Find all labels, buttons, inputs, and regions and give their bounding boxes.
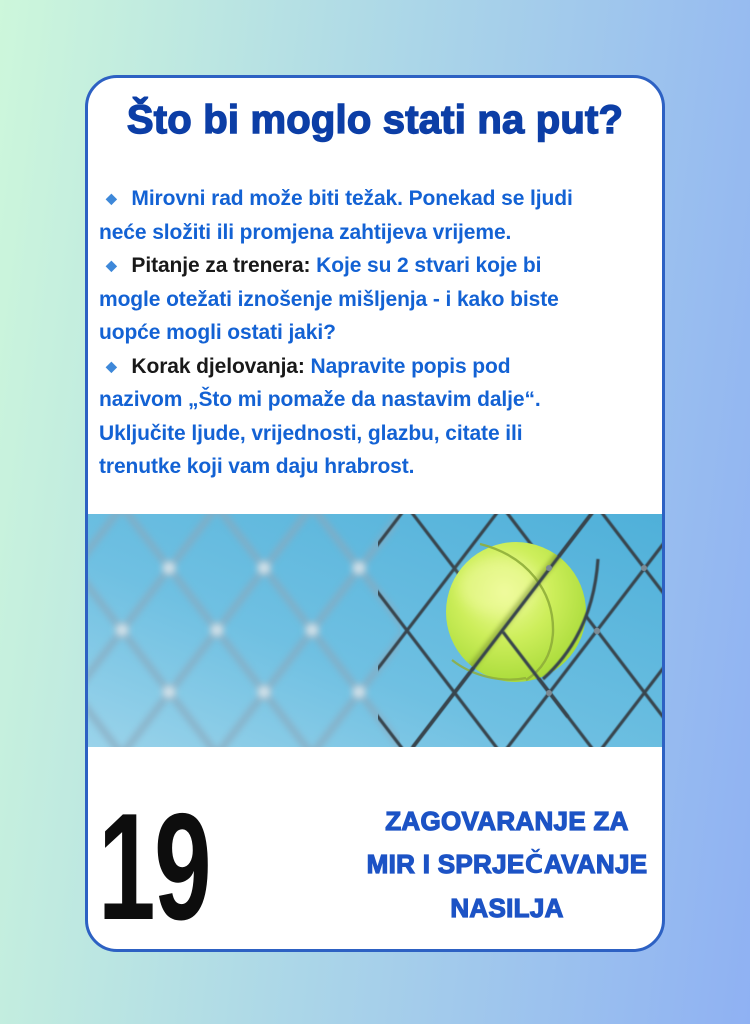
text-run: uopće mogli ostati jaki? [99,321,336,344]
card [85,75,665,952]
footer-label [347,800,665,930]
text-line [99,216,652,250]
page-number: 19 [98,782,211,952]
text-line [99,450,652,484]
text-run: NASILJA [450,893,564,923]
photo-illustration [88,514,662,747]
text-line [99,417,652,451]
text-line [99,182,652,216]
text-line [347,843,665,887]
text-run: MIR I SPRJE [366,849,525,879]
text-run: Napravite popis pod [310,354,511,378]
text-line [99,283,652,317]
text-run: Pitanje za trenera: [131,254,311,277]
text-run: nazivom „Što mi pomaže da nastavim dalje“. [99,388,541,411]
page-title: Što bi moglo stati na put? [126,98,624,142]
text-run: ZAGOVARANJE ZA [385,806,629,836]
text-run: trenutke koji vam daju hrabrost. [99,455,415,478]
text-run: Č [524,850,544,880]
text-run: Uključite ljude, vrijednosti, glazbu, citate ili [99,421,523,445]
tennis-ball-fence-photo [88,514,662,747]
text-line [347,887,665,930]
text-run: AVANJE [543,849,648,879]
text-run: neće složiti ili promjena zahtijeva vrijeme. [99,220,512,244]
text-line [99,383,652,417]
text-run: Koje su 2 stvari koje bi [316,254,542,277]
text-run: Korak djelovanja: [131,354,305,378]
diamond-bullet-icon: ◆ [106,257,117,273]
text-run: mogle otežati iznošenje mišljenja - i kako biste [99,287,559,311]
text-run: Mirovni rad može biti težak. Ponekad se ljudi [131,187,573,210]
body-text [88,182,662,484]
text-line [99,316,652,350]
text-line [99,350,652,384]
text-line [99,249,652,283]
text-line [347,800,665,843]
diamond-bullet-icon: ◆ [106,357,117,374]
diamond-bullet-icon: ◆ [106,190,117,206]
